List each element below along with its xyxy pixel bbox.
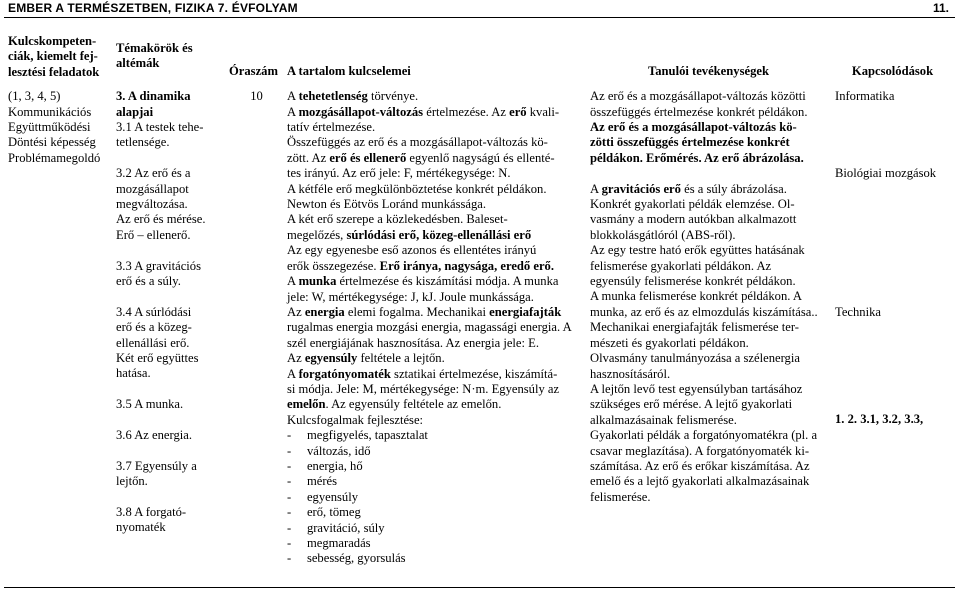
list-item: - erő, tömeg: [287, 505, 361, 520]
footer-rule: [4, 587, 955, 588]
table-row: [5, 88, 955, 567]
header-content: A tartalom kulcselemei: [287, 64, 411, 78]
header-topics: Témakörök és altémák: [116, 41, 193, 71]
activities-cell: Az erő és a mozgásállapot-változás közötti összefüggés értelmezése konkrét példákon. Az erő és a mozgásállapot-változás kö- zötti összefüggés értelmezése konkrét példákon. Erőmérés. Az erő ábrázolása. A gravitációs erő és a súly ábrázolása. Konkrét gyakorlati példák elemzése. Ol- vasmány a modern autókban alkalmazott blokkolásgátlóról (ABS-ről). Az egy testre ható erők együttes hatásának felismerése gyakorlati példákon. Az egyensúly felismerése konkrét példákon. A munka felismerése konkrét példákon. A munka, az erő és az elmozdulás kiszámítása.. Mechanikai energiafajták felismerése ter- mészeti és gyakorlati példákon. Olvasmány tanulmányozása a szélenergia hasznosításáról. A lejtőn levő test egyensúlyban tartásához szükséges erő mérése. A lejtő gyakorlati alkalmazásainak felismerése. Gyakorlati példák a forgatónyomatékra (pl. a csavar meglazítása). A forgatónyomaték ki- számítása. Az erő és erőkar kiszámítása. Az emelő és a lejtő gyakorlati alkalmazásainak felismerése.: [590, 89, 818, 504]
header-activities: Tanulói tevékenységek: [648, 64, 769, 78]
list-item: - megfigyelés, tapasztalat: [287, 428, 428, 443]
header-hours: Óraszám: [229, 64, 278, 78]
competence-cell: (1, 3, 4, 5) Kommunikációs Együttműködési Döntési képesség Problémamegoldó: [8, 89, 101, 165]
document-title: EMBER A TERMÉSZETBEN, FIZIKA 7. ÉVFOLYAM: [8, 1, 298, 15]
list-item: - gravitáció, súly: [287, 520, 385, 535]
list-item: - sebesség, gyorsulás: [287, 551, 406, 566]
header-connections: Kapcsolódások: [851, 64, 934, 78]
list-item: - mérés: [287, 474, 338, 489]
page-number: 11.: [932, 1, 949, 15]
list-item: - energia, hő: [287, 458, 363, 473]
header-competence: Kulcskompeten- ciák, kiemelt fej- lesztési feladatok: [8, 34, 100, 79]
connections-cell: Informatika Biológiai mozgások Technika 1. 2. 3.1, 3.2, 3.3,: [835, 89, 937, 427]
list-item: - egyensúly: [287, 489, 359, 504]
curriculum-table: [5, 34, 955, 567]
content-cell: A tehetetlenség törvénye. A mozgásállapot-változás értelmezése. Az erő kvali- tatív értelmezése. Összefüggés az erő és a mozgásállapot-változás kö- zött. Az erő és ellenerő egyenlő nagyságú és ellenté- tes irányú. Az erő jele: F, mértékegysége: N. A kétféle erő megkülönböztetése konkrét példákon. Newton és Eötvös Loránd munkássága. A két erő szerepe a közlekedésben. Baleset- megelőzés, súrlódási erő, közeg-ellenállási erő Az egy egyenesbe eső azonos és ellentétes irányú erők összegezése. Erő iránya, nagysága, eredő erő. A munka értelmezése és kiszámítási módja. A munka jele: W, mértékegysége: J, kJ. Joule munkássága. Az energia elemi fogalma. Mechanikai energiafajták rugalmas energia mozgási energia, magassági energia. A szél energiájának hasznosítása. Az energia jele: E. Az egyensúly feltétele a lejtőn. A forgatónyomaték sztatikai értelmezése, kiszámítá- si módja. Jele: M, mértékegysége: N·m. Egyensúly az emelőn. Az egyensúly feltétele az emelőn. Kulcsfogalmak fejlesztése: - megfigyelés, tapasztalat - változás, idő - energia, hő - mérés - egyensúly - erő, tömeg - gravitáció, súly - megmaradás - sebesség, gyorsulás: [284, 88, 587, 567]
table-header-row: [5, 42, 955, 88]
header-rule: [4, 17, 955, 18]
page-header: [0, 0, 959, 17]
list-item: - változás, idő: [287, 443, 371, 458]
list-item: - megmaradás: [287, 536, 371, 550]
hours-cell: 10: [250, 89, 263, 104]
topics-cell: 3. A dinamika alapjai 3.1 A testek tehe- tetlensége. 3.2 Az erő és a mozgásállapot megváltozása. Az erő és mérése. Erő – ellenerő. 3.3 A gravitációs erő és a súly. 3.4 A súrlódási erő és a közeg- ellenállási erő. Két erő együttes hatása. 3.5 A munka. 3.6 Az energia. 3.7 Egyensúly a lejtőn. 3.8 A forgató- nyomaték: [116, 89, 206, 535]
